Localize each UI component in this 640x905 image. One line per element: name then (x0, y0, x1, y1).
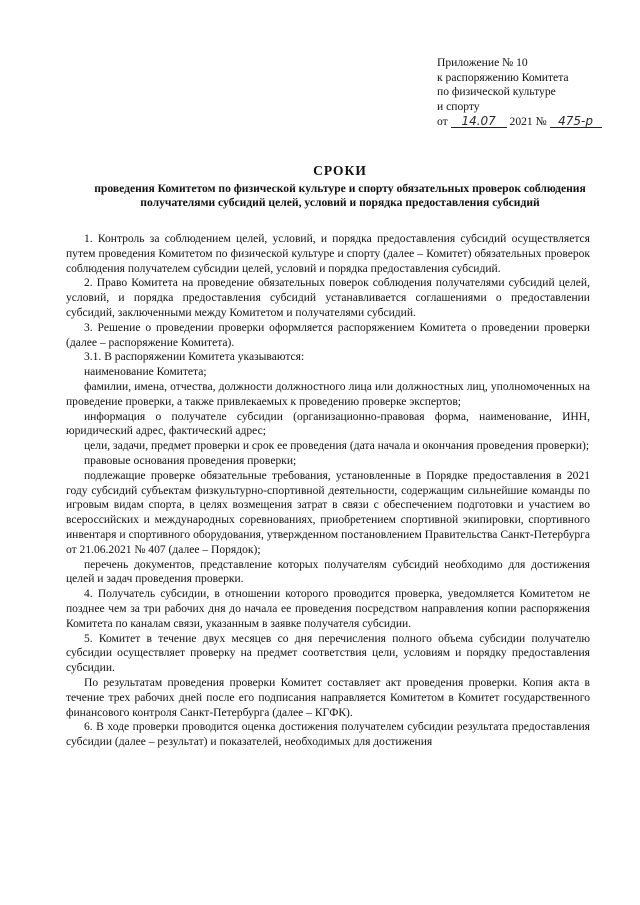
document-title-block (60, 163, 620, 210)
list-item-requirements: подлежащие проверке обязательные требования, установленные в Порядке предоставления в 2021 году субсидий субъектам физкультурно-спортивной деятельности, содержащим сильнейшие команды по игровым видам спорта, в целях возмещения затрат в связи с обеспечением подготовки и участием во всероссийских и международных соревнованиях, приобретением спортивной экипировки, спортивного инвентаря и спортивного оборудования, утвержденном постановлением Правительства Санкт-Петербурга от 21.06.2021 № 407 (далее – Порядок); (66, 469, 590, 556)
document-title: СРОКИ (313, 163, 367, 178)
handwritten-number: 475-р (550, 115, 602, 128)
paragraph-1: 1. Контроль за соблюдением целей, условий, и порядка предоставления субсидий осуществляется путем проведения Комитетом по физической культуре и спорту (далее – Комитет) обязательных проверок соблюдения получателем субсидии целей, условий и порядка предоставления субсидий. (66, 233, 590, 275)
handwritten-date: 14.07 (451, 115, 507, 128)
list-item-committee-name: наименование Комитета; (84, 366, 207, 379)
date-year: 2021 № (509, 114, 547, 128)
list-item-officials: фамилии, имена, отчества, должности должностного лица или должностных лиц, уполномоченных на проведение проверки, а также привлекаемых к проведению проверке экспертов; (66, 380, 590, 408)
paragraph-4: 4. Получатель субсидии, в отношении которого проводится проверка, уведомляется Комитетом не позднее чем за три рабочих дня до начала ее проведения посредством направления копии распоряжения Комитета по каналам связи, указанным в заявке получателя субсидии. (66, 588, 590, 630)
appendix-header (437, 56, 627, 130)
document-subtitle: проведения Комитетом по физической культуре и спорту обязательных проверок соблюдения получателями субсидий целей, условий и порядка предоставления субсидий (94, 182, 586, 210)
paragraph-5-results: По результатам проведения проверки Комитет составляет акт проведения проверки. Копия акта в течение трех рабочих дней после его подписания направляется Комитетом в Комитет государственного финансового контроля Санкт-Петербурга (далее – КГФК). (66, 676, 590, 719)
paragraph-5: 5. Комитет в течение двух месяцев со дня перечисления полного объема субсидии получателю субсидии осуществляет проверку на предмет соответствия цели, условиям и порядку предоставления субсидии. (66, 632, 590, 675)
paragraph-2: 2. Право Комитета на проведение обязательных поверок соблюдения получателями субсидий целей, условий, и порядка предоставления субсидий устанавливается соглашениями о предоставлении субсидий, заключенными между Комитетом и получателями субсидий. (66, 277, 590, 319)
list-item-documents: перечень документов, представление которых получателям субсидий необходимо для достижения целей и задач проведения проверки. (66, 558, 590, 586)
document-body (66, 232, 590, 750)
paragraph-3-1: 3.1. В распоряжении Комитета указываются: (84, 351, 305, 364)
appendix-title: Приложение № 10 (437, 56, 528, 69)
paragraph-6: 6. В ходе проверки проводится оценка достижения получателем субсидии результата предоставления субсидии (далее – результат) и показателей, необходимых для достижения (66, 721, 590, 749)
appendix-line-committee: по физической культуре (437, 85, 556, 99)
date-prefix: от (437, 114, 448, 128)
list-item-goals: цели, задачи, предмет проверки и срок ее проведения (дата начала и окончания проведения проверки); (84, 440, 590, 453)
list-item-recipient-info: информация о получателе субсидии (организационно-правовая форма, наименование, ИНН, юридический адрес, фактический адрес; (66, 410, 590, 438)
appendix-date-line (437, 115, 627, 130)
appendix-line-sport: и спорту (437, 100, 480, 114)
paragraph-3: 3. Решение о проведении проверки оформляется распоряжением Комитета о проведении проверки (далее – распоряжение Комитета). (66, 321, 590, 349)
appendix-line-order: к распоряжению Комитета (437, 70, 569, 84)
list-item-legal-basis: правовые основания проведения проверки; (84, 454, 297, 467)
